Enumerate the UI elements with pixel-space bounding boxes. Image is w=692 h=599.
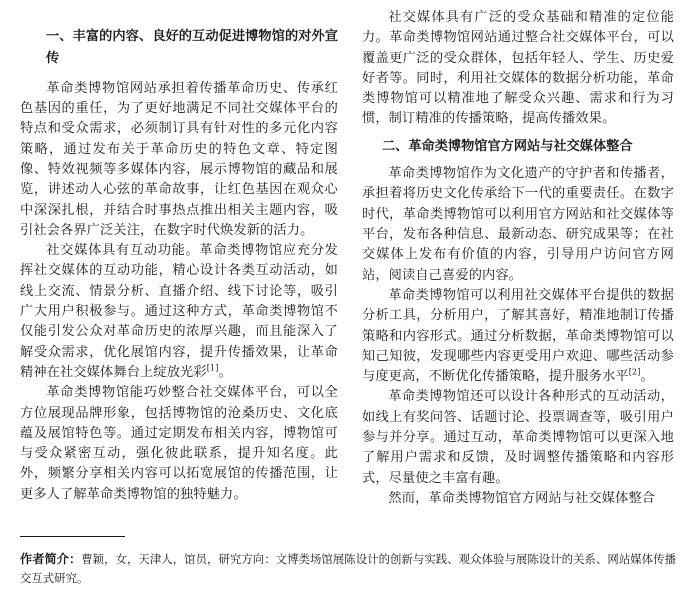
right-paragraph-2-end: 。: [640, 369, 654, 385]
section-heading-2: 二、革命类博物馆官方网站与社交媒体整合: [382, 138, 633, 154]
footnote-label: 作者简介：: [20, 552, 82, 566]
left-paragraph-2: [20, 241, 338, 383]
citation-2: [2]: [628, 367, 641, 377]
footnote-divider: [20, 536, 125, 537]
right-paragraph-2-text: 革命类博物馆可以利用社交媒体平台提供的数据分析工具，分析用户，了解其喜好，精准地制订传播策略和内容形式。通过分析数据，革命类博物馆可以知己知彼，发现哪些内容更受用户欢迎、哪些活动参与度更高，不断优化传播策略，提升服务水平: [362, 287, 674, 385]
left-paragraph-2-text: 社交媒体具有互动功能。革命类博物馆应充分发挥社交媒体的互动功能，精心设计各类互动活动，如线上交流、情景分析、直播介绍、线下讨论等，吸引广大用户积极参与。通过这种方式，革命类博物馆不仅能引发公众对革命历史的浓厚兴趣，而且能深入了解受众需求，优化展馆内容，提升传播效果，让革命精神在社交媒体舞台上绽放光彩: [20, 243, 338, 380]
footnote-text: 曹颖，女，天津人，馆员，研究方向：文博类场馆展陈设计的创新与实践、观众体验与展陈设计的关系、网站媒体传播交互式研究。: [20, 552, 676, 585]
right-paragraph-continued: 社交媒体具有广泛的受众基础和精准的定位能力。革命类博物馆网站通过整合社交媒体平台，可以覆盖更广泛的受众群体，包括年轻人、学生、历史爱好者等。同时，利用社交媒体的数据分析功能，革命类博物馆可以精准地了解受众兴趣、需求和行为习惯，制订精准的传播策略，提高传播效果。: [362, 10, 674, 127]
right-paragraph-2: [362, 286, 674, 387]
right-paragraph-1: 革命类博物馆作为文化遗产的守护者和传播者，承担着将历史文化传承给下一代的重要责任。在数字时代，革命类博物馆可以利用官方网站和社交媒体等平台，发布各种信息、最新动态、研究成果等；在社交媒体上发布有价值的内容，引导用户访问官方网站，阅读自己喜爱的内容。: [362, 166, 674, 283]
left-column: [20, 8, 338, 505]
right-paragraph-4: 然而，革命类博物馆官方网站与社交媒体整合: [388, 490, 656, 506]
section-heading-1: 一、丰富的内容、良好的互动促进博物馆的对外宣传: [46, 29, 338, 67]
citation-1: [1]: [206, 363, 219, 373]
right-column: [362, 8, 674, 509]
left-paragraph-3: 革命类博物馆能巧妙整合社交媒体平台，可以全方位展现品牌形象，包括博物馆的沧桑历史、文化底蕴及展馆特色等。通过定期发布相关内容，博物馆可与受众紧密互动，强化彼此联系，提升知名度。此外，频繁分享相关内容可以拓宽展馆的传播范围，让更多人了解革命类博物馆的独特魅力。: [20, 385, 338, 502]
left-paragraph-2-end: 。: [218, 364, 232, 380]
left-paragraph-1: 革命类博物馆网站承担着传播革命历史、传承红色基因的重任，为了更好地满足不同社交媒体平台的特点和受众需求，必须制订具有针对性的多元化内容策略，通过发布关于革命历史的特色文章、特定图像、特效视频等多媒体内容，展示博物馆的藏品和展览，讲述动人心弦的革命故事，让红色基因在观众心中深深扎根，并结合时事热点推出相关主题内容，吸引社会各界广泛关注，在数字时代焕发新的活力。: [20, 80, 338, 238]
author-footnote: [20, 550, 676, 588]
right-paragraph-3: 革命类博物馆还可以设计各种形式的互动活动，如线上有奖问答、话题讨论、投票调查等，吸引用户参与并分享。通过互动，革命类博物馆可以更深入地了解用户需求和反馈，及时调整传播策略和内容形式，尽量使之丰富有趣。: [362, 389, 674, 486]
